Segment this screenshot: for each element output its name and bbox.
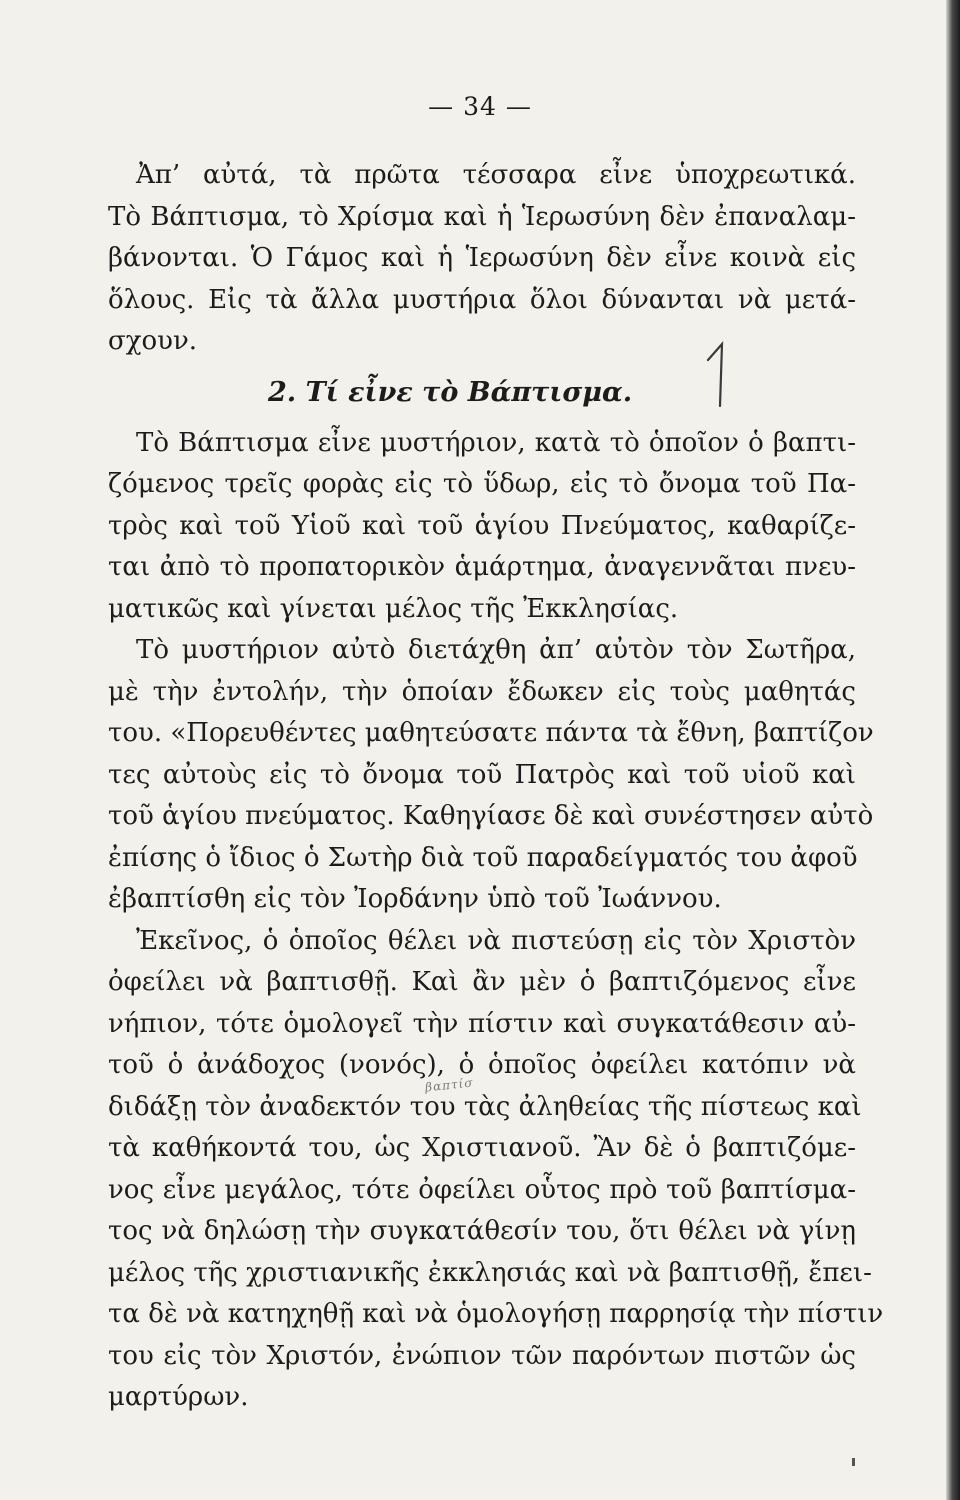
text-line: Τὸ μυστήριον αὐτὸ διετάχθη ἀπ’ αὐτὸν τὸν Σωτῆρα, — [136, 635, 856, 665]
text-line: Ἐκεῖνος, ὁ ὁποῖος θέλει νὰ πιστεύσῃ εἰς τὸν Χριστὸν — [136, 925, 856, 956]
text-line: μέλος τῆς χριστιανικῆς ἐκκλησιάς καὶ νὰ βαπτισθῇ, ἔπει- — [108, 1257, 872, 1288]
text-line: μαρτύρων. — [108, 1382, 249, 1412]
handwritten-mark-icon — [700, 330, 740, 410]
text-line: νος εἶνε μεγάλος, τότε ὀφείλει οὗτος πρὸ τοῦ βαπτίσμα- — [108, 1174, 856, 1205]
text-line: Τὸ Βάπτισμα, τὸ Χρίσμα καὶ ἡ Ἱερωσύνη δὲν ἐπαναλαμ- — [108, 201, 856, 232]
text-line: Τὸ Βάπτισμα εἶνε μυστήριον, κατὰ τὸ ὁποῖον ὁ βαπτι- — [136, 427, 856, 458]
text-line: τοῦ ἁγίου πνεύματος. Καθηγίασε δὲ καὶ συνέστησεν αὐτὸ — [108, 801, 874, 831]
intro-paragraph — [108, 155, 856, 363]
ink-mark — [852, 1458, 855, 1466]
text-line: βάνονται. Ὁ Γάμος καὶ ἡ Ἱερωσύνη δὲν εἶνε κοινὰ εἰς — [108, 243, 856, 273]
pencil-annotation: βαπτίσ — [424, 1075, 475, 1095]
page-text — [108, 155, 884, 1419]
text-line: ται ἀπὸ τὸ προπατορικὸν ἁμάρτημα, ἀναγεννᾶται πνευ- — [108, 552, 856, 582]
text-line: μὲ τὴν ἐντολήν, τὴν ὁποίαν ἔδωκεν εἰς τοὺς μαθητάς — [108, 676, 856, 707]
text-line: τες αὐτοὺς εἰς τὸ ὄνομα τοῦ Πατρὸς καὶ τοῦ υἱοῦ καὶ — [108, 759, 856, 790]
text-line: τα δὲ νὰ κατηχηθῇ καὶ νὰ ὁμολογήσῃ παρρησίᾳ τὴν πίστιν — [108, 1299, 884, 1329]
text-line: ἐβαπτίσθη εἰς τὸν Ἰορδάνην ὑπὸ τοῦ Ἰωάννου. — [108, 884, 722, 914]
text-line: ὀφείλει νὰ βαπτισθῇ. Καὶ ἂν μὲν ὁ βαπτιζόμενος εἶνε — [108, 967, 856, 997]
text-line: διδάξῃ τὸν ἀναδεκτόν του τὰς ἀληθείας τῆς πίστεως καὶ — [108, 1091, 862, 1122]
text-line: ὅλους. Εἰς τὰ ἄλλα μυστήρια ὅλοι δύνανται νὰ μετά- — [108, 284, 856, 315]
text-line: ἐπίσης ὁ ἴδιος ὁ Σωτὴρ διὰ τοῦ παραδείγματός του ἀφοῦ — [108, 842, 858, 873]
text-line: τος νὰ δηλώσῃ τὴν συγκατάθεσίν του, ὅτι θέλει νὰ γίνῃ — [108, 1216, 856, 1246]
text-line: Ἀπ’ αὐτά, τὰ πρῶτα τέσσαρα εἶνε ὑποχρεωτικά. — [136, 160, 856, 190]
text-line: του. «Πορευθέντες μαθητεύσατε πάντα τὰ ἔθνη, βαπτίζον — [108, 718, 874, 748]
text-line: νήπιον, τότε ὁμολογεῖ τὴν πίστιν καὶ συγκατάθεσιν αὐ- — [108, 1008, 856, 1039]
text-line: ματικῶς καὶ γίνεται μέλος τῆς Ἐκκλησίας. — [108, 593, 679, 624]
text-line: τὰ καθήκοντά του, ὡς Χριστιανοῦ. Ἂν δὲ ὁ βαπτιζόμε- — [108, 1133, 856, 1163]
text-line: σχουν. — [108, 326, 198, 356]
scan-border — [946, 0, 960, 1500]
text-line: τοῦ ὁ ἀνάδοχος (νονός), ὁ ὁποῖος ὀφείλει κατόπιν νὰ — [108, 1050, 856, 1080]
page-number: — 34 — — [428, 92, 532, 121]
text-line: του εἰς τὸν Χριστόν, ἐνώπιον τῶν παρόντων πιστῶν ὡς — [108, 1340, 856, 1371]
body-paragraphs — [108, 423, 884, 1419]
text-line: ζόμενος τρεῖς φορὰς εἰς τὸ ὕδωρ, εἰς τὸ ὄνομα τοῦ Πα- — [108, 469, 856, 499]
text-line: τρὸς καὶ τοῦ Υἱοῦ καὶ τοῦ ἁγίου Πνεύματος, καθαρίζε- — [108, 510, 856, 541]
section-heading: 2. Τί εἶνε τὸ Βάπτισμα. — [268, 376, 633, 408]
